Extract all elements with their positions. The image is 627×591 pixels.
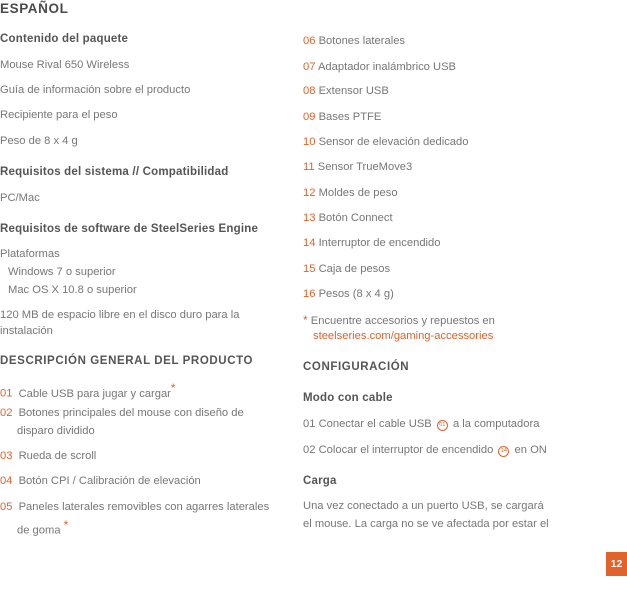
overview-item-01 bbox=[0, 381, 176, 400]
callout-badge: 14 bbox=[498, 446, 509, 457]
overview-item-13 bbox=[303, 212, 393, 224]
item-number: 01 bbox=[0, 387, 13, 400]
overview-item-06 bbox=[303, 35, 405, 47]
item-text: Extensor USB bbox=[318, 85, 389, 97]
package-item: Guía de información sobre el producto bbox=[0, 84, 191, 96]
asterisk-mark: * bbox=[63, 518, 69, 532]
item-number: 13 bbox=[303, 212, 316, 224]
overview-heading: DESCRIPCIÓN GENERAL DEL PRODUCTO bbox=[0, 355, 254, 367]
item-number: 06 bbox=[303, 35, 316, 47]
item-number: 10 bbox=[303, 136, 316, 148]
overview-item-05 bbox=[0, 501, 269, 513]
platforms-label: Plataformas bbox=[0, 248, 60, 260]
overview-item-14 bbox=[303, 237, 440, 249]
overview-item-10 bbox=[303, 136, 468, 148]
item-number: 08 bbox=[303, 85, 316, 97]
item-text: Botones principales del mouse con diseño de bbox=[18, 407, 244, 419]
wired-mode-heading: Modo con cable bbox=[303, 392, 393, 404]
asterisk-mark: * bbox=[170, 381, 176, 395]
item-text: Sensor TrueMove3 bbox=[317, 161, 413, 173]
overview-item-12 bbox=[303, 187, 398, 199]
overview-item-08 bbox=[303, 85, 389, 97]
item-number: 02 bbox=[0, 407, 13, 419]
item-text-continued bbox=[17, 518, 68, 537]
language-title: ESPAÑOL bbox=[0, 1, 69, 16]
overview-item-07 bbox=[303, 61, 456, 73]
step-text: Conectar el cable USB bbox=[318, 418, 432, 430]
step-text: Colocar el interruptor de encendido bbox=[318, 444, 494, 456]
item-text: Botón CPI / Calibración de elevación bbox=[18, 475, 201, 487]
item-text: Pesos (8 x 4 g) bbox=[318, 288, 394, 300]
item-text: Cable USB para jugar y cargar bbox=[18, 387, 171, 400]
item-text: de goma bbox=[17, 524, 61, 537]
item-number: 04 bbox=[0, 475, 13, 487]
overview-item-03 bbox=[0, 450, 96, 462]
asterisk-mark: * bbox=[303, 313, 308, 327]
config-heading: CONFIGURACIÓN bbox=[303, 361, 410, 373]
software-heading: Requisitos de software de SteelSeries Engine bbox=[0, 223, 259, 235]
item-number: 14 bbox=[303, 237, 316, 249]
step-text: a la computadora bbox=[452, 418, 540, 430]
item-text: Caja de pesos bbox=[318, 263, 391, 275]
overview-item-02 bbox=[0, 407, 244, 419]
charging-heading: Carga bbox=[303, 475, 337, 487]
step-text: en ON bbox=[514, 444, 547, 456]
step-number: 02 bbox=[303, 444, 316, 456]
item-text: Bases PTFE bbox=[318, 111, 382, 123]
system-value: PC/Mac bbox=[0, 192, 40, 204]
charging-text-line1: Una vez conectado a un puerto USB, se cargará bbox=[303, 500, 544, 512]
item-number: 09 bbox=[303, 111, 316, 123]
item-text: Sensor de elevación dedicado bbox=[318, 136, 469, 148]
item-number: 16 bbox=[303, 288, 316, 300]
item-text-continued: disparo dividido bbox=[17, 425, 95, 437]
item-number: 05 bbox=[0, 501, 13, 513]
package-heading: Contenido del paquete bbox=[0, 33, 129, 45]
overview-item-11 bbox=[303, 161, 412, 173]
item-text: Interruptor de encendido bbox=[318, 237, 441, 249]
callout-badge: 01 bbox=[437, 420, 448, 431]
charging-text-line2: el mouse. La carga no se ve afectada por estar el bbox=[303, 518, 549, 530]
item-number: 15 bbox=[303, 263, 316, 275]
step-number: 01 bbox=[303, 418, 316, 430]
note-text: Encuentre accesorios y repuestos en bbox=[310, 315, 495, 327]
overview-item-04 bbox=[0, 475, 201, 487]
item-text: Botón Connect bbox=[318, 212, 393, 224]
page-number-badge: 12 bbox=[606, 552, 627, 576]
item-text: Moldes de peso bbox=[318, 187, 398, 199]
overview-item-16 bbox=[303, 288, 394, 300]
platform-item: Mac OS X 10.8 o superior bbox=[8, 284, 137, 296]
system-heading: Requisitos del sistema // Compatibilidad bbox=[0, 166, 229, 178]
wired-step-01 bbox=[303, 418, 539, 431]
item-text: Botones laterales bbox=[318, 35, 406, 47]
platform-item: Windows 7 o superior bbox=[8, 266, 116, 278]
package-item: Recipiente para el peso bbox=[0, 109, 118, 121]
accessories-note bbox=[303, 313, 495, 327]
wired-step-02 bbox=[303, 444, 547, 457]
item-number: 12 bbox=[303, 187, 316, 199]
disk-requirement-line2: instalación bbox=[0, 325, 53, 337]
item-number: 11 bbox=[303, 161, 315, 173]
item-text: Rueda de scroll bbox=[18, 450, 97, 462]
overview-item-09 bbox=[303, 111, 381, 123]
item-number: 07 bbox=[303, 61, 316, 73]
accessories-link[interactable]: steelseries.com/gaming-accessories bbox=[313, 330, 494, 342]
item-text: Paneles laterales removibles con agarres laterales bbox=[18, 501, 270, 513]
overview-item-15 bbox=[303, 263, 390, 275]
item-number: 03 bbox=[0, 450, 13, 462]
item-text: Adaptador inalámbrico USB bbox=[317, 61, 457, 73]
package-item: Mouse Rival 650 Wireless bbox=[0, 59, 130, 71]
package-item: Peso de 8 x 4 g bbox=[0, 135, 78, 147]
disk-requirement-line1: 120 MB de espacio libre en el disco duro para la bbox=[0, 309, 240, 321]
